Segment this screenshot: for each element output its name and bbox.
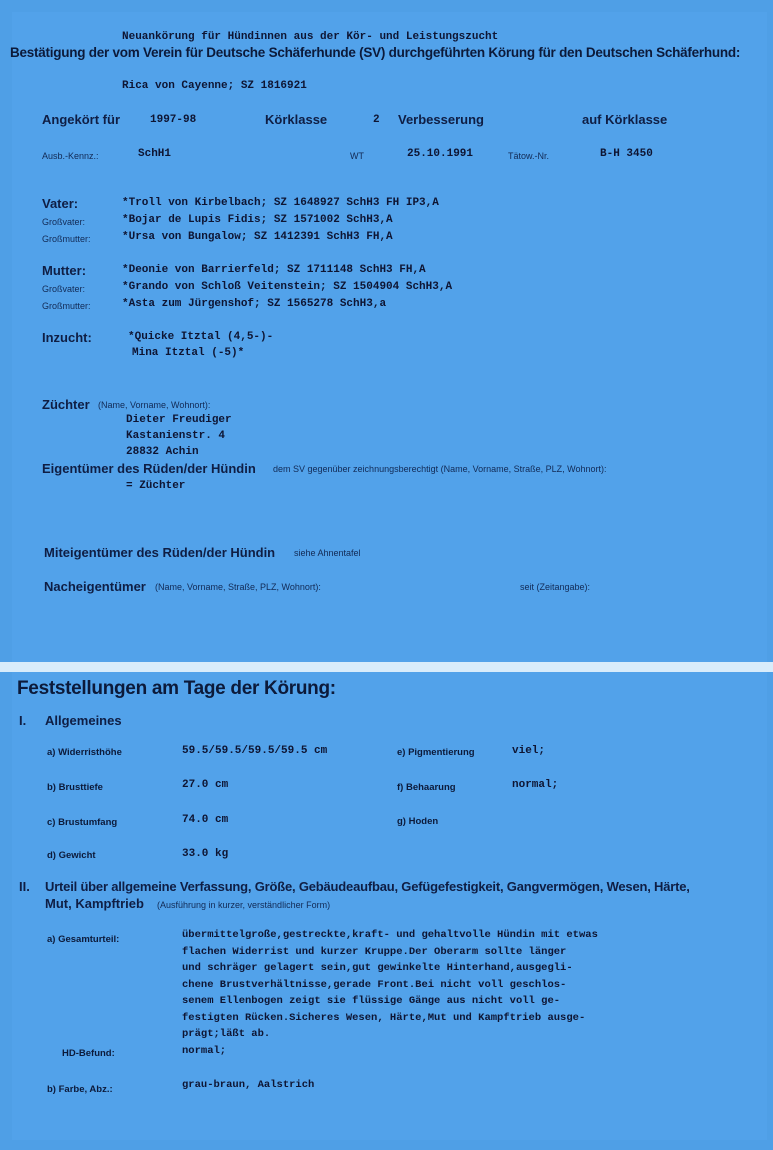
brustumfang-value: 74.0 cm (182, 814, 229, 826)
grossvater-1-value: *Bojar de Lupis Fidis; SZ 1571002 SchH3,A (122, 214, 393, 226)
vater-label: Vater: (42, 196, 79, 211)
wt-label: WT (350, 151, 364, 161)
top-panel (12, 12, 767, 662)
miteigentuemer-note: siehe Ahnentafel (294, 548, 361, 558)
eigentuemer-note: dem SV gegenüber zeichnungsberechtigt (Name, Vorname, Straße, PLZ, Wohnort): (273, 464, 607, 474)
gesamturteil-line: und schräger gelagert sein,gut gewinkelte Hinterhand,ausgegli- (182, 962, 573, 974)
pigmentierung-value: viel; (512, 745, 546, 757)
hd-befund-label: HD-Befund: (62, 1048, 115, 1059)
mutter-value: *Deonie von Barrierfeld; SZ 1711148 SchH3 FH,A (122, 264, 426, 276)
nacheigentuemer-note: (Name, Vorname, Straße, PLZ, Wohnort): (155, 582, 321, 592)
grossmutter-2-value: *Asta zum Jürgenshof; SZ 1565278 SchH3,a (122, 298, 387, 310)
brusttiefe-label: b) Brusttiefe (47, 782, 103, 793)
brusttiefe-value: 27.0 cm (182, 779, 229, 791)
grossmutter-1-value: *Ursa von Bungalow; SZ 1412391 SchH3 FH,A (122, 231, 393, 243)
zuechter-name: Dieter Freudiger (126, 414, 232, 426)
taetow-value: B-H 3450 (600, 148, 653, 160)
header-line1: Neuankörung für Hündinnen aus der Kör- und Leistungszucht (122, 31, 499, 43)
header-line2: Bestätigung der vom Verein für Deutsche Schäferhunde (SV) durchgeführten Körung für den Deutschen Schäferhund: (10, 45, 741, 60)
grossvater-2-label: Großvater: (42, 284, 86, 294)
koerklasse-value: 2 (373, 114, 380, 126)
gesamturteil-line: festigten Rücken.Sicheres Wesen, Härte,Mut und Kampftrieb ausge- (182, 1011, 586, 1024)
inzucht-line2: Mina Itztal (-5)* (132, 347, 245, 359)
behaarung-label: f) Behaarung (397, 782, 456, 793)
mutter-label: Mutter: (42, 263, 87, 278)
inzucht-label: Inzucht: (42, 330, 92, 345)
zuechter-street: Kastanienstr. 4 (126, 430, 226, 442)
zuechter-label: Züchter (42, 397, 90, 412)
gewicht-label: d) Gewicht (47, 850, 96, 861)
gesamturteil-line: flachen Widerrist und kurzer Kruppe.Der Oberarm sollte länger (182, 945, 567, 958)
gesamturteil-line: prägt;läßt ab. (182, 1028, 271, 1040)
inzucht-line1: *Quicke Itztal (4,5-)- (128, 331, 274, 343)
behaarung-value: normal; (512, 779, 559, 791)
section-2-title-line1: Urteil über allgemeine Verfassung, Größe, Gebäudeaufbau, Gefügefestigkeit, Gangvermögen, Wesen, Härte, (45, 879, 690, 894)
hd-befund-value: normal; (182, 1045, 227, 1057)
gesamturteil-line: chene Brustverhältnisse,gerade Front.Bei nicht voll geschlos- (182, 978, 567, 991)
farbe-label: b) Farbe, Abz.: (47, 1084, 113, 1095)
section-2-note: (Ausführung in kurzer, verständlicher Form) (157, 900, 331, 910)
angekoert-value: 1997-98 (150, 114, 197, 126)
feststellungen-title: Feststellungen am Tage der Körung: (17, 678, 336, 699)
zuechter-city: 28832 Achin (126, 446, 199, 458)
dog-name: Rica von Cayenne; SZ 1816921 (122, 80, 307, 92)
miteigentuemer-label: Miteigentümer des Rüden/der Hündin (44, 545, 276, 560)
eigentuemer-value: = Züchter (126, 480, 186, 492)
hoden-label: g) Hoden (397, 816, 439, 827)
widerristhoehe-value: 59.5/59.5/59.5/59.5 cm (182, 745, 328, 757)
farbe-value: grau-braun, Aalstrich (182, 1079, 315, 1091)
verbesserung-label: Verbesserung (398, 112, 484, 127)
panel-divider (0, 662, 773, 672)
section-1-title: Allgemeines (45, 713, 122, 728)
nacheigentuemer-label: Nacheigentümer (44, 579, 146, 594)
koerklasse-label: Körklasse (265, 112, 328, 127)
seit-label: seit (Zeitangabe): (520, 582, 591, 592)
section-1-number: I. (19, 713, 27, 728)
grossvater-1-label: Großvater: (42, 217, 86, 227)
ausb-value: SchH1 (138, 148, 172, 160)
auf-koerklasse-label: auf Körklasse (582, 112, 668, 127)
ausb-label: Ausb.-Kennz.: (42, 151, 99, 161)
grossmutter-2-label: Großmutter: (42, 301, 91, 311)
widerristhoehe-label: a) Widerristhöhe (47, 747, 122, 758)
pigmentierung-label: e) Pigmentierung (397, 747, 475, 758)
grossmutter-1-label: Großmutter: (42, 234, 91, 244)
vater-value: *Troll von Kirbelbach; SZ 1648927 SchH3 FH IP3,A (122, 197, 439, 209)
grossvater-2-value: *Grando von Schloß Veitenstein; SZ 1504904 SchH3,A (122, 281, 453, 293)
gewicht-value: 33.0 kg (182, 848, 229, 860)
eigentuemer-label: Eigentümer des Rüden/der Hündin (42, 461, 256, 476)
brustumfang-label: c) Brustumfang (47, 817, 118, 828)
gesamturteil-label: a) Gesamturteil: (47, 934, 120, 945)
wt-value: 25.10.1991 (407, 148, 474, 160)
angekoert-label: Angekört für (42, 112, 120, 127)
gesamturteil-line: senem Ellenbogen zeigt sie flüssige Gänge aus nicht voll ge- (182, 995, 561, 1007)
section-2-number: II. (19, 879, 30, 894)
taetow-label: Tätow.-Nr. (508, 151, 550, 161)
section-2-title-line2: Mut, Kampftrieb (45, 896, 144, 911)
zuechter-note: (Name, Vorname, Wohnort): (98, 400, 211, 410)
gesamturteil-line: übermittelgroße,gestreckte,kraft- und gehaltvolle Hündin mit etwas (182, 929, 598, 941)
